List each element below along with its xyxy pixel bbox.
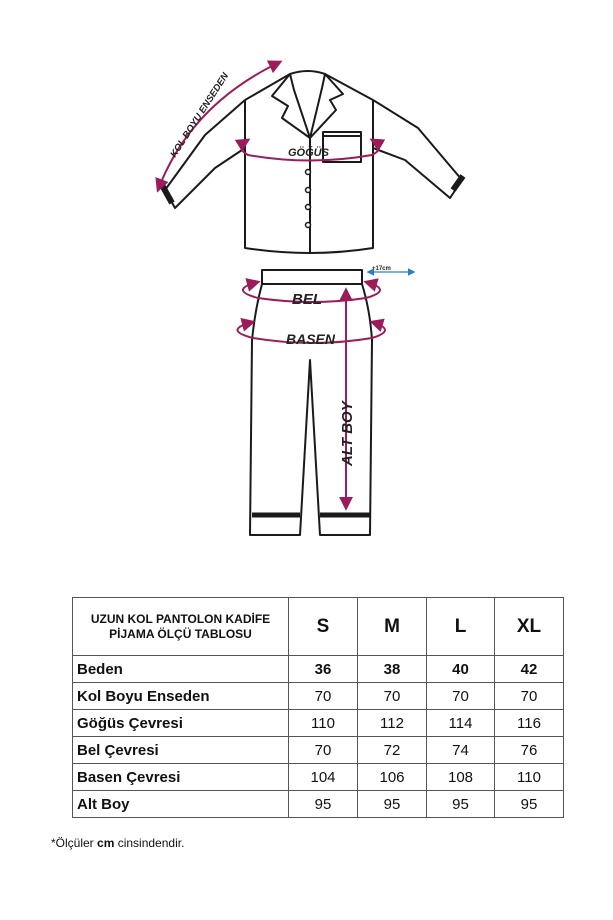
cell-value: 106 — [358, 764, 427, 791]
size-header-l: L — [427, 598, 495, 656]
cell-value: 95 — [358, 791, 427, 818]
table-row — [73, 683, 564, 710]
row-label: Basen Çevresi — [73, 764, 289, 791]
row-label: Kol Boyu Enseden — [73, 683, 289, 710]
label-gogus: GÖĞÜS — [288, 147, 329, 159]
size-header-s: S — [289, 598, 358, 656]
cell-value: 114 — [427, 710, 495, 737]
cell-value: 40 — [427, 656, 495, 683]
cell-value: 72 — [358, 737, 427, 764]
table-title-line1: UZUN KOL PANTOLON KADİFE — [90, 611, 271, 626]
label-kol-boyu: KOL BOYU ENSEDEN — [168, 70, 232, 160]
table-row — [73, 656, 564, 683]
table-row — [73, 737, 564, 764]
cell-value: 95 — [427, 791, 495, 818]
cell-value: 38 — [358, 656, 427, 683]
cell-value: 70 — [358, 683, 427, 710]
cell-value: 74 — [427, 737, 495, 764]
table-row — [73, 791, 564, 818]
footnote-suffix: cinsindendir. — [114, 836, 185, 850]
label-bel: BEL — [292, 291, 322, 308]
row-label: Beden — [73, 656, 289, 683]
label-cuff-note: +17cm — [372, 266, 391, 272]
cell-value: 110 — [495, 764, 564, 791]
cell-value: 70 — [427, 683, 495, 710]
label-basen: BASEN — [286, 331, 336, 347]
cell-value: 104 — [289, 764, 358, 791]
cell-value: 95 — [289, 791, 358, 818]
table-header-row — [73, 598, 564, 656]
cell-value: 112 — [358, 710, 427, 737]
cell-value: 76 — [495, 737, 564, 764]
cell-value: 95 — [495, 791, 564, 818]
footnote-unit: cm — [97, 836, 115, 850]
row-label: Bel Çevresi — [73, 737, 289, 764]
row-label: Göğüs Çevresi — [73, 710, 289, 737]
table-title — [73, 598, 289, 656]
cell-value: 70 — [495, 683, 564, 710]
table-row — [73, 764, 564, 791]
cell-value: 108 — [427, 764, 495, 791]
cell-value: 70 — [289, 683, 358, 710]
table-title-line2: PİJAMA ÖLÇÜ TABLOSU — [109, 626, 252, 641]
cell-value: 42 — [495, 656, 564, 683]
row-label: Alt Boy — [73, 791, 289, 818]
size-header-xl: XL — [495, 598, 564, 656]
footnote-prefix: *Ölçüler — [51, 836, 98, 850]
size-chart-table — [72, 597, 564, 818]
cell-value: 70 — [289, 737, 358, 764]
cell-value: 110 — [289, 710, 358, 737]
footnote — [51, 836, 184, 850]
cell-value: 116 — [495, 710, 564, 737]
label-alt-boy: ALT BOY — [339, 401, 356, 466]
cell-value: 36 — [289, 656, 358, 683]
table-row — [73, 710, 564, 737]
size-header-m: M — [358, 598, 427, 656]
